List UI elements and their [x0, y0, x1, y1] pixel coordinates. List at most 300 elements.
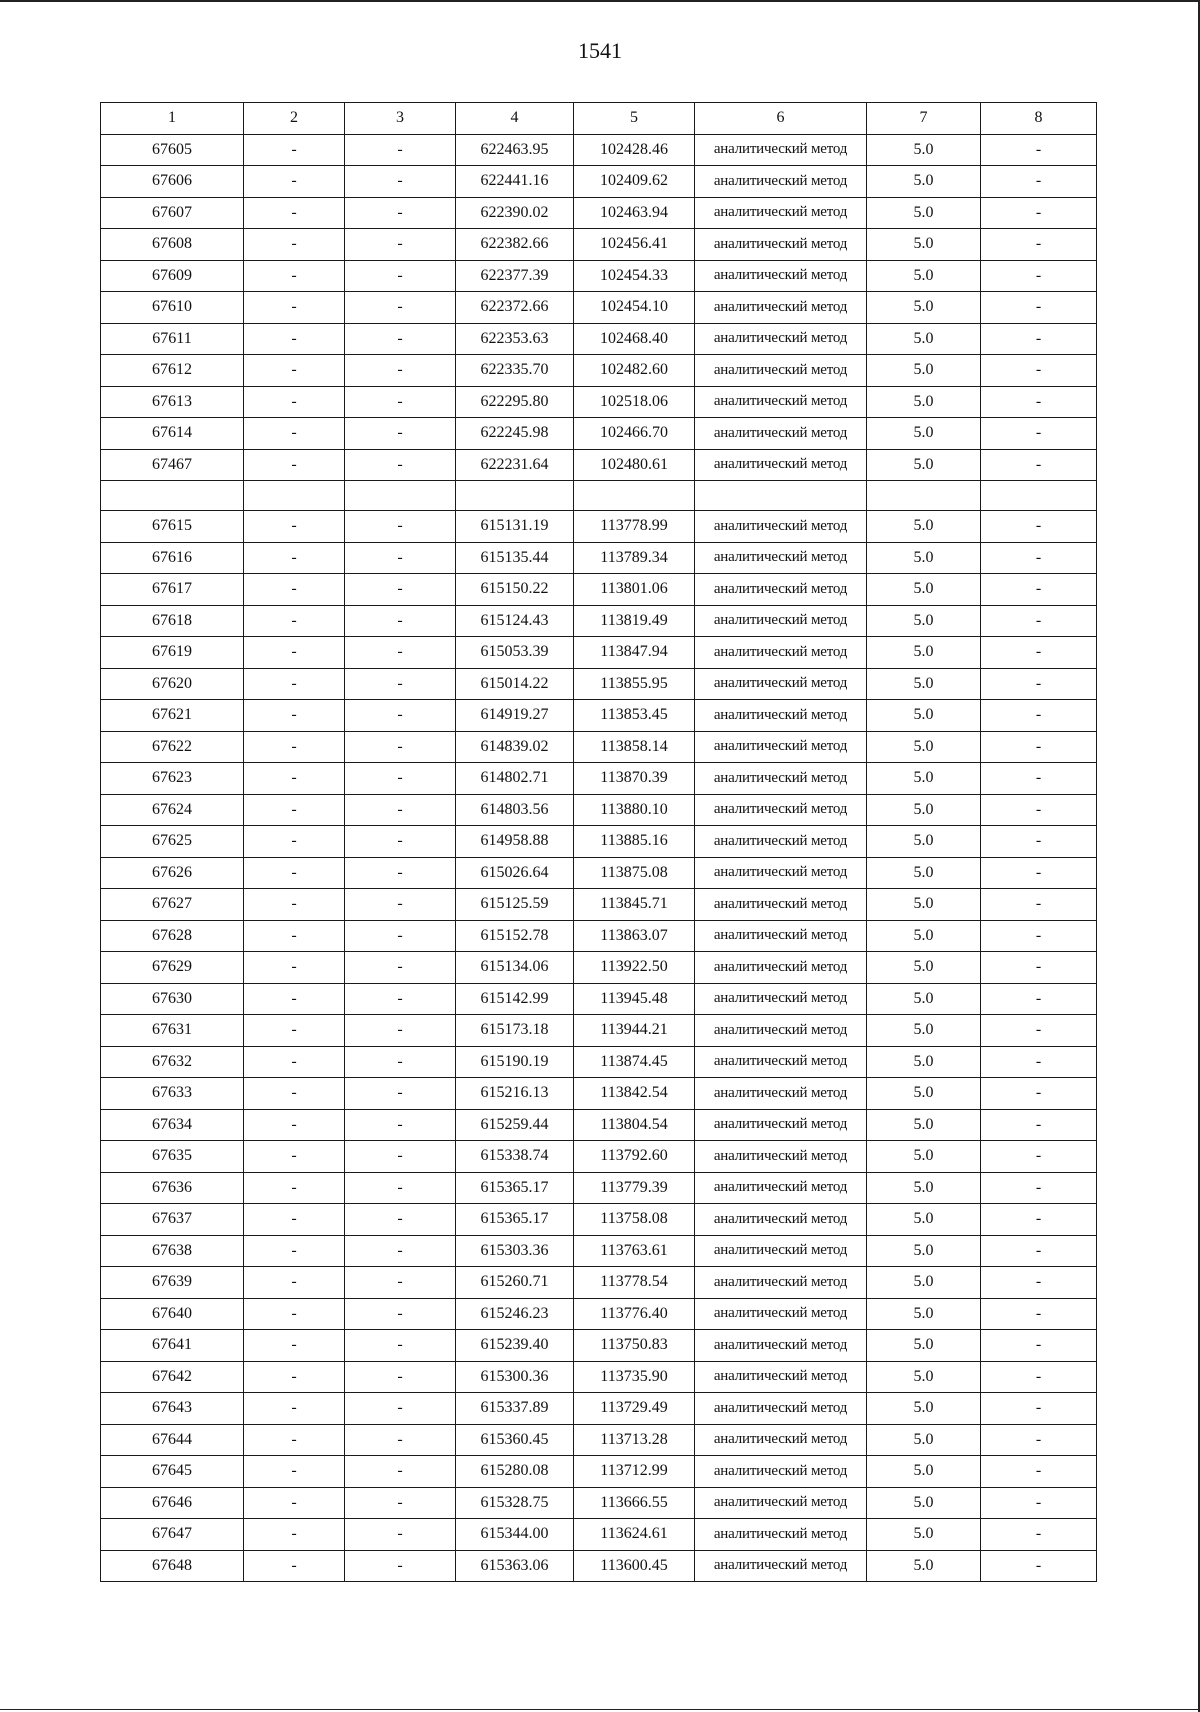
- table-cell: 113666.55: [574, 1487, 695, 1519]
- table-cell: -: [244, 386, 345, 418]
- table-cell: 67623: [101, 763, 244, 795]
- table-cell: -: [981, 1424, 1097, 1456]
- table-cell: -: [345, 983, 456, 1015]
- table-cell: 5.0: [867, 574, 981, 606]
- table-cell: 113853.45: [574, 700, 695, 732]
- table-cell: -: [981, 355, 1097, 387]
- table-cell: 5.0: [867, 1141, 981, 1173]
- table-cell: 5.0: [867, 1393, 981, 1425]
- table-cell: 67646: [101, 1487, 244, 1519]
- table-row: [101, 1267, 1097, 1299]
- table-cell: 113855.95: [574, 668, 695, 700]
- table-cell: -: [345, 952, 456, 984]
- table-cell: 67605: [101, 134, 244, 166]
- table-cell: -: [981, 731, 1097, 763]
- table-cell: 102409.62: [574, 166, 695, 198]
- table-cell: -: [981, 386, 1097, 418]
- table-cell: -: [244, 1330, 345, 1362]
- table-cell: 5.0: [867, 826, 981, 858]
- table-cell: -: [981, 668, 1097, 700]
- table-cell: 5.0: [867, 1172, 981, 1204]
- scan-edge-bottom: [0, 1709, 1200, 1710]
- table-cell: 67645: [101, 1456, 244, 1488]
- table-cell: 615303.36: [456, 1235, 574, 1267]
- table-cell: 5.0: [867, 889, 981, 921]
- table-cell: 5.0: [867, 700, 981, 732]
- coordinates-table: [100, 102, 1097, 1582]
- table-cell: -: [345, 1172, 456, 1204]
- table-cell: 622335.70: [456, 355, 574, 387]
- table-cell: -: [345, 229, 456, 261]
- table-cell: 615135.44: [456, 542, 574, 574]
- table-header-row: [101, 103, 1097, 135]
- table-row: [101, 794, 1097, 826]
- empty-cell: [456, 481, 574, 511]
- table-cell: 113758.08: [574, 1204, 695, 1236]
- table-cell: -: [345, 1393, 456, 1425]
- table-row: [101, 1456, 1097, 1488]
- table-cell: -: [981, 166, 1097, 198]
- table-cell: -: [345, 1361, 456, 1393]
- table-cell: 67618: [101, 605, 244, 637]
- table-cell: 67636: [101, 1172, 244, 1204]
- table-cell: 5.0: [867, 1361, 981, 1393]
- table-cell: 5.0: [867, 1298, 981, 1330]
- table-cell: -: [345, 889, 456, 921]
- table-cell: аналитический метод: [695, 511, 867, 543]
- table-row: [101, 574, 1097, 606]
- table-row: [101, 763, 1097, 795]
- table-cell: -: [345, 605, 456, 637]
- table-cell: 113776.40: [574, 1298, 695, 1330]
- table-cell: 113729.49: [574, 1393, 695, 1425]
- table-cell: -: [345, 542, 456, 574]
- table-cell: 5.0: [867, 542, 981, 574]
- column-header: 7: [867, 103, 981, 135]
- table-cell: 67647: [101, 1519, 244, 1551]
- table-cell: -: [345, 668, 456, 700]
- table-cell: 67639: [101, 1267, 244, 1299]
- table-cell: -: [345, 1267, 456, 1299]
- table-cell: 102482.60: [574, 355, 695, 387]
- table-cell: 5.0: [867, 731, 981, 763]
- table-cell: 113922.50: [574, 952, 695, 984]
- table-cell: аналитический метод: [695, 763, 867, 795]
- table-cell: аналитический метод: [695, 418, 867, 450]
- table-cell: 113779.39: [574, 1172, 695, 1204]
- table-row: [101, 134, 1097, 166]
- table-cell: 615134.06: [456, 952, 574, 984]
- table-cell: аналитический метод: [695, 1267, 867, 1299]
- table-cell: 67644: [101, 1424, 244, 1456]
- table-cell: -: [981, 574, 1097, 606]
- table-cell: 615338.74: [456, 1141, 574, 1173]
- table-cell: 615260.71: [456, 1267, 574, 1299]
- table-cell: 614803.56: [456, 794, 574, 826]
- table-cell: 615300.36: [456, 1361, 574, 1393]
- table-cell: -: [345, 857, 456, 889]
- table-cell: 614919.27: [456, 700, 574, 732]
- table-row: [101, 1550, 1097, 1582]
- table-cell: 67611: [101, 323, 244, 355]
- table-cell: аналитический метод: [695, 983, 867, 1015]
- table-cell: 113778.99: [574, 511, 695, 543]
- table-row: [101, 700, 1097, 732]
- table-cell: -: [345, 731, 456, 763]
- table-cell: 67607: [101, 197, 244, 229]
- table-cell: аналитический метод: [695, 1141, 867, 1173]
- table-cell: -: [981, 1298, 1097, 1330]
- column-header: 8: [981, 103, 1097, 135]
- table-cell: -: [345, 574, 456, 606]
- table-cell: аналитический метод: [695, 449, 867, 481]
- table-cell: -: [981, 700, 1097, 732]
- table-cell: 67617: [101, 574, 244, 606]
- table-cell: -: [345, 386, 456, 418]
- table-cell: аналитический метод: [695, 1015, 867, 1047]
- table-cell: -: [345, 920, 456, 952]
- table-cell: -: [345, 1235, 456, 1267]
- table-cell: -: [981, 889, 1097, 921]
- table-cell: 615152.78: [456, 920, 574, 952]
- table-cell: -: [244, 574, 345, 606]
- table-cell: 5.0: [867, 1204, 981, 1236]
- table-cell: 615328.75: [456, 1487, 574, 1519]
- table-cell: -: [244, 1235, 345, 1267]
- table-cell: -: [981, 1109, 1097, 1141]
- table-cell: -: [244, 134, 345, 166]
- table-cell: 67630: [101, 983, 244, 1015]
- table-cell: -: [345, 1424, 456, 1456]
- table-cell: -: [244, 889, 345, 921]
- table-cell: -: [345, 1330, 456, 1362]
- table-cell: 67648: [101, 1550, 244, 1582]
- table-cell: 622382.66: [456, 229, 574, 261]
- table-cell: -: [244, 1141, 345, 1173]
- table-cell: 615150.22: [456, 574, 574, 606]
- table-cell: аналитический метод: [695, 1298, 867, 1330]
- table-cell: -: [244, 1298, 345, 1330]
- table-cell: 67619: [101, 637, 244, 669]
- table-row: [101, 1393, 1097, 1425]
- table-cell: 615053.39: [456, 637, 574, 669]
- table-cell: 67628: [101, 920, 244, 952]
- table-cell: 5.0: [867, 637, 981, 669]
- column-header: 1: [101, 103, 244, 135]
- table-cell: -: [981, 857, 1097, 889]
- table-cell: 67620: [101, 668, 244, 700]
- table-cell: -: [244, 763, 345, 795]
- table-row: [101, 983, 1097, 1015]
- table-cell: -: [345, 700, 456, 732]
- table-cell: -: [244, 355, 345, 387]
- table-row: [101, 731, 1097, 763]
- table-cell: аналитический метод: [695, 1330, 867, 1362]
- table-cell: 615259.44: [456, 1109, 574, 1141]
- table-cell: 113735.90: [574, 1361, 695, 1393]
- table-cell: -: [981, 542, 1097, 574]
- table-row: [101, 1330, 1097, 1362]
- table-cell: 5.0: [867, 1330, 981, 1362]
- table-cell: -: [345, 449, 456, 481]
- table-cell: 67615: [101, 511, 244, 543]
- table-body: [101, 134, 1097, 1582]
- table-row: [101, 1235, 1097, 1267]
- table-cell: 5.0: [867, 1078, 981, 1110]
- table-cell: аналитический метод: [695, 1550, 867, 1582]
- table-cell: -: [981, 1550, 1097, 1582]
- table-row: [101, 605, 1097, 637]
- column-header: 3: [345, 103, 456, 135]
- table-cell: 67614: [101, 418, 244, 450]
- table-cell: 67633: [101, 1078, 244, 1110]
- table-cell: 67610: [101, 292, 244, 324]
- table-cell: 615190.19: [456, 1046, 574, 1078]
- table-cell: -: [244, 1456, 345, 1488]
- table-row: [101, 1424, 1097, 1456]
- table-cell: 67640: [101, 1298, 244, 1330]
- table-cell: -: [981, 1204, 1097, 1236]
- table-cell: 5.0: [867, 668, 981, 700]
- table-cell: 614958.88: [456, 826, 574, 858]
- table-cell: -: [345, 511, 456, 543]
- table-cell: 113847.94: [574, 637, 695, 669]
- table-cell: аналитический метод: [695, 920, 867, 952]
- table-separator-row: [101, 481, 1097, 511]
- table-cell: -: [981, 1487, 1097, 1519]
- table-cell: 113750.83: [574, 1330, 695, 1362]
- table-cell: -: [345, 134, 456, 166]
- table-cell: 102463.94: [574, 197, 695, 229]
- table-cell: -: [244, 1550, 345, 1582]
- table-cell: 5.0: [867, 1487, 981, 1519]
- table-cell: -: [244, 857, 345, 889]
- table-cell: -: [981, 1330, 1097, 1362]
- table-cell: 5.0: [867, 794, 981, 826]
- table-cell: 5.0: [867, 134, 981, 166]
- table-cell: 622245.98: [456, 418, 574, 450]
- table-cell: -: [981, 1393, 1097, 1425]
- table-cell: -: [981, 1015, 1097, 1047]
- table-cell: 5.0: [867, 1267, 981, 1299]
- table-cell: 615239.40: [456, 1330, 574, 1362]
- table-cell: -: [244, 1172, 345, 1204]
- table-cell: -: [244, 260, 345, 292]
- table-cell: -: [981, 1141, 1097, 1173]
- column-header: 5: [574, 103, 695, 135]
- table-cell: 113792.60: [574, 1141, 695, 1173]
- table-cell: 5.0: [867, 386, 981, 418]
- scan-edge-top: [0, 0, 1200, 2]
- table-cell: 67635: [101, 1141, 244, 1173]
- table-cell: 622295.80: [456, 386, 574, 418]
- table-cell: -: [981, 197, 1097, 229]
- table-cell: 5.0: [867, 511, 981, 543]
- table-cell: 113819.49: [574, 605, 695, 637]
- table-row: [101, 229, 1097, 261]
- empty-cell: [867, 481, 981, 511]
- table-cell: 67467: [101, 449, 244, 481]
- table-cell: 5.0: [867, 229, 981, 261]
- table-cell: аналитический метод: [695, 197, 867, 229]
- table-cell: 113801.06: [574, 574, 695, 606]
- table-cell: аналитический метод: [695, 1424, 867, 1456]
- column-header: 6: [695, 103, 867, 135]
- table-row: [101, 1204, 1097, 1236]
- table-cell: аналитический метод: [695, 386, 867, 418]
- table-row: [101, 952, 1097, 984]
- table-cell: 67613: [101, 386, 244, 418]
- table-cell: 5.0: [867, 1519, 981, 1551]
- table-cell: 113778.54: [574, 1267, 695, 1299]
- table-cell: -: [981, 511, 1097, 543]
- table-cell: -: [244, 1361, 345, 1393]
- table-row: [101, 889, 1097, 921]
- table-cell: 102454.33: [574, 260, 695, 292]
- table-cell: аналитический метод: [695, 1487, 867, 1519]
- table-cell: -: [981, 920, 1097, 952]
- table-cell: -: [345, 197, 456, 229]
- table-row: [101, 1015, 1097, 1047]
- empty-cell: [695, 481, 867, 511]
- table-cell: аналитический метод: [695, 857, 867, 889]
- table-cell: 5.0: [867, 418, 981, 450]
- table-cell: 67626: [101, 857, 244, 889]
- table-cell: -: [244, 1393, 345, 1425]
- table-cell: аналитический метод: [695, 1456, 867, 1488]
- table-row: [101, 355, 1097, 387]
- table-cell: -: [981, 418, 1097, 450]
- table-cell: 615125.59: [456, 889, 574, 921]
- table-cell: 622231.64: [456, 449, 574, 481]
- table-cell: 113804.54: [574, 1109, 695, 1141]
- table-cell: 113863.07: [574, 920, 695, 952]
- table-cell: -: [244, 542, 345, 574]
- table-cell: 5.0: [867, 1046, 981, 1078]
- table-row: [101, 1172, 1097, 1204]
- table-cell: -: [244, 983, 345, 1015]
- table-cell: -: [345, 292, 456, 324]
- table-cell: 5.0: [867, 920, 981, 952]
- table-cell: 67612: [101, 355, 244, 387]
- table-cell: -: [244, 1109, 345, 1141]
- table-cell: -: [345, 1298, 456, 1330]
- table-cell: -: [981, 1456, 1097, 1488]
- table-cell: 622463.95: [456, 134, 574, 166]
- table-row: [101, 418, 1097, 450]
- table-cell: -: [244, 1015, 345, 1047]
- table-cell: аналитический метод: [695, 323, 867, 355]
- table-cell: 67637: [101, 1204, 244, 1236]
- table-cell: аналитический метод: [695, 1172, 867, 1204]
- table-cell: -: [345, 1204, 456, 1236]
- table-cell: 5.0: [867, 323, 981, 355]
- table-cell: 615360.45: [456, 1424, 574, 1456]
- table-row: [101, 1519, 1097, 1551]
- table-cell: 5.0: [867, 1109, 981, 1141]
- table-cell: 615363.06: [456, 1550, 574, 1582]
- table-cell: 67629: [101, 952, 244, 984]
- table-cell: -: [244, 1267, 345, 1299]
- table-cell: 615014.22: [456, 668, 574, 700]
- table-cell: -: [981, 1078, 1097, 1110]
- table-cell: аналитический метод: [695, 1078, 867, 1110]
- table-cell: аналитический метод: [695, 605, 867, 637]
- table-cell: 67638: [101, 1235, 244, 1267]
- empty-cell: [244, 481, 345, 511]
- table-cell: 113870.39: [574, 763, 695, 795]
- table-cell: аналитический метод: [695, 134, 867, 166]
- table-cell: -: [244, 637, 345, 669]
- table-cell: 113842.54: [574, 1078, 695, 1110]
- table-cell: 67622: [101, 731, 244, 763]
- table-cell: 113875.08: [574, 857, 695, 889]
- table-cell: аналитический метод: [695, 1519, 867, 1551]
- table-cell: -: [981, 794, 1097, 826]
- table-row: [101, 292, 1097, 324]
- table-cell: -: [345, 355, 456, 387]
- table-cell: -: [981, 292, 1097, 324]
- table-cell: 102518.06: [574, 386, 695, 418]
- table-cell: 622353.63: [456, 323, 574, 355]
- table-cell: 102480.61: [574, 449, 695, 481]
- table-cell: 622390.02: [456, 197, 574, 229]
- table-cell: -: [244, 511, 345, 543]
- table-cell: 5.0: [867, 355, 981, 387]
- table-cell: 615142.99: [456, 983, 574, 1015]
- table-cell: 615337.89: [456, 1393, 574, 1425]
- table-cell: аналитический метод: [695, 637, 867, 669]
- table-row: [101, 1078, 1097, 1110]
- table-cell: -: [244, 1078, 345, 1110]
- table-cell: -: [345, 763, 456, 795]
- table-cell: 67641: [101, 1330, 244, 1362]
- table-cell: -: [244, 826, 345, 858]
- table-cell: 614802.71: [456, 763, 574, 795]
- table-cell: 615344.00: [456, 1519, 574, 1551]
- table-cell: -: [981, 1172, 1097, 1204]
- table-cell: -: [345, 1141, 456, 1173]
- table-cell: 615124.43: [456, 605, 574, 637]
- table-row: [101, 1141, 1097, 1173]
- table-cell: аналитический метод: [695, 166, 867, 198]
- table-row: [101, 449, 1097, 481]
- table-cell: -: [244, 166, 345, 198]
- table-cell: 5.0: [867, 197, 981, 229]
- table-cell: -: [244, 1519, 345, 1551]
- table-cell: 67643: [101, 1393, 244, 1425]
- table-cell: -: [345, 826, 456, 858]
- table-row: [101, 637, 1097, 669]
- table-cell: 622377.39: [456, 260, 574, 292]
- table-cell: 5.0: [867, 1424, 981, 1456]
- table-cell: 113874.45: [574, 1046, 695, 1078]
- table-cell: 102428.46: [574, 134, 695, 166]
- table-row: [101, 197, 1097, 229]
- page-number: 1541: [578, 38, 622, 63]
- table-cell: 5.0: [867, 292, 981, 324]
- table-row: [101, 511, 1097, 543]
- table-cell: аналитический метод: [695, 1235, 867, 1267]
- table-row: [101, 386, 1097, 418]
- table-cell: 113944.21: [574, 1015, 695, 1047]
- table-cell: 102468.40: [574, 323, 695, 355]
- table-row: [101, 920, 1097, 952]
- table-cell: -: [244, 731, 345, 763]
- table-cell: 67609: [101, 260, 244, 292]
- column-header: 4: [456, 103, 574, 135]
- table-cell: 67616: [101, 542, 244, 574]
